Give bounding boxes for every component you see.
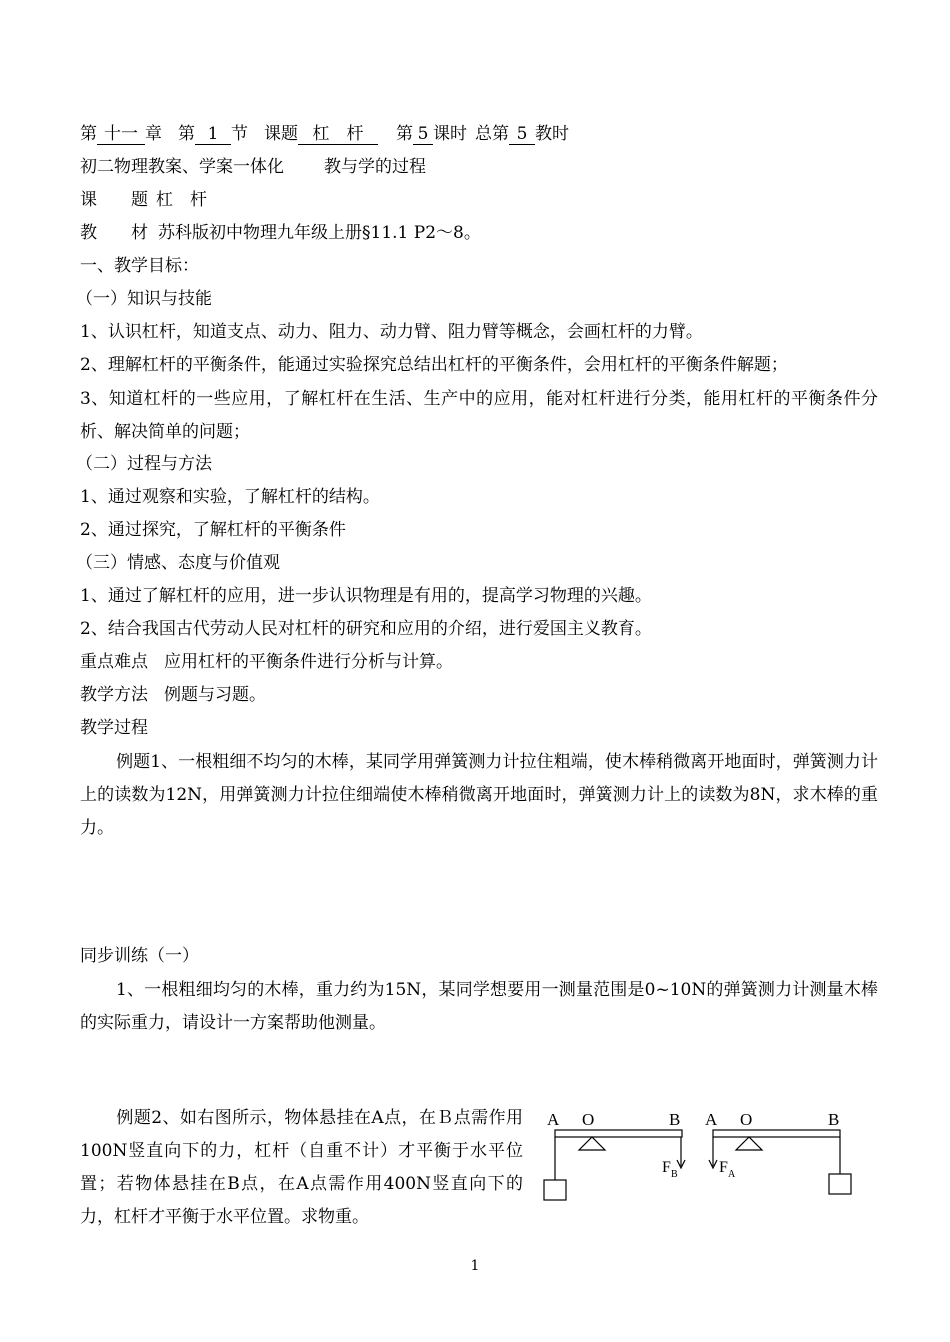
knowledge-item-3: 3、知道杠杆的一些应用，了解杠杆在生活、生产中的应用，能对杠杆进行分类，能用杠杆的平衡条件分析、解决简单的问题； bbox=[80, 389, 878, 442]
method-value: 例题与习题。 bbox=[164, 685, 266, 705]
lever-right-label-o: O bbox=[740, 1110, 753, 1129]
attitude-item-2: 2、结合我国古代劳动人民对杠杆的研究和应用的介绍，进行爱国主义教育。 bbox=[80, 619, 652, 639]
lever-right-fulcrum bbox=[736, 1137, 762, 1150]
lesson-prefix: 第 bbox=[396, 124, 413, 144]
process-item-2: 2、通过探究，了解杠杆的平衡条件 bbox=[80, 520, 346, 540]
lever-right-weight bbox=[829, 1174, 851, 1194]
textbook-row-value: 苏科版初中物理九年级上册§11.1 P2～8。 bbox=[158, 223, 481, 243]
topic-row bbox=[80, 190, 207, 210]
lever-left-label-o: O bbox=[582, 1110, 595, 1129]
example-1 bbox=[80, 746, 878, 845]
attitude-item-1: 1、通过了解杠杆的应用，进一步认识物理是有用的，提高学习物理的兴趣。 bbox=[80, 586, 652, 606]
chapter-prefix: 第 bbox=[80, 124, 97, 144]
knowledge-item-2: 2、理解杠杆的平衡条件，能通过实验探究总结出杠杆的平衡条件，会用杠杆的平衡条件解题； bbox=[80, 355, 788, 375]
lever-left-label-a: A bbox=[547, 1110, 560, 1129]
process-heading: 教学过程 bbox=[80, 718, 148, 738]
lever-left-label-b: B bbox=[669, 1110, 681, 1129]
textbook-row bbox=[80, 223, 481, 243]
topic-row-value: 杠 杆 bbox=[156, 190, 207, 210]
section-prefix: 第 bbox=[178, 124, 195, 144]
key-points-label: 重点难点 bbox=[80, 652, 148, 672]
lesson-number: 5 bbox=[413, 125, 433, 145]
lever-figure bbox=[538, 1102, 868, 1202]
lever-left-beam bbox=[555, 1130, 682, 1137]
topic-value: 杠 杆 bbox=[298, 125, 378, 145]
objectives-sub-attitude: （三）情感、态度与价值观 bbox=[76, 553, 280, 573]
subtitle-left: 初二物理教案、学案一体化 bbox=[80, 157, 284, 177]
key-points-row bbox=[80, 652, 453, 672]
total-prefix: 总第 bbox=[475, 124, 509, 144]
knowledge-item-1: 1、认识杠杆，知道支点、动力、阻力、动力臂、阻力臂等概念，会画杠杆的力臂。 bbox=[80, 322, 703, 342]
objectives-sub-process: （二）过程与方法 bbox=[76, 454, 212, 474]
method-row bbox=[80, 685, 266, 705]
lever-left-fulcrum bbox=[579, 1137, 605, 1150]
lever-left-weight bbox=[544, 1180, 566, 1200]
process-item-1: 1、通过观察和实验，了解杠杆的结构。 bbox=[80, 487, 380, 507]
total-suffix: 教时 bbox=[535, 124, 569, 144]
lever-right-beam bbox=[713, 1130, 840, 1137]
example-2 bbox=[80, 1102, 523, 1234]
lever-right-label-a: A bbox=[705, 1110, 718, 1129]
lever-right-force-label: F bbox=[719, 1159, 728, 1176]
section-suffix: 节 bbox=[231, 124, 248, 144]
lever-right-force-subscript: A bbox=[728, 1169, 736, 1180]
practice-question-1 bbox=[80, 974, 878, 1040]
practice-question-1-text: 1、一根粗细均匀的木棒，重力约为15N，某同学想要用一测量范围是0~10N的弹簧测力计测量木棒的实际重力，请设计一方案帮助他测量。 bbox=[80, 980, 878, 1033]
lever-left-force-subscript: B bbox=[671, 1169, 678, 1180]
topic-label: 课题 bbox=[264, 124, 298, 144]
subtitle-right: 教与学的过程 bbox=[324, 157, 426, 177]
lesson-header bbox=[80, 124, 569, 145]
practice-heading: 同步训练（一） bbox=[80, 946, 199, 966]
subtitle-line bbox=[80, 157, 426, 177]
page-number: 1 bbox=[470, 1258, 480, 1274]
key-points-value: 应用杠杆的平衡条件进行分析与计算。 bbox=[164, 652, 453, 672]
method-label: 教学方法 bbox=[80, 685, 148, 705]
lesson-suffix: 课时 bbox=[433, 124, 467, 144]
chapter-suffix: 章 bbox=[145, 124, 162, 144]
total-number: 5 bbox=[509, 125, 535, 145]
chapter-number: 十一 bbox=[97, 125, 145, 145]
topic-row-label: 课 题 bbox=[80, 190, 148, 210]
lever-right-label-b: B bbox=[828, 1110, 840, 1129]
lever-left-force-label: F bbox=[662, 1159, 671, 1176]
example-1-text: 例题1、一根粗细不均匀的木棒，某同学用弹簧测力计拉住粗端，使木棒稍微离开地面时，弹簧测力计上的读数为12N，用弹簧测力计拉住细端使木棒稍微离开地面时，弹簧测力计上的读数为8N，求木棒的重力。 bbox=[80, 752, 878, 838]
textbook-row-label: 教 材 bbox=[80, 223, 148, 243]
objectives-heading: 一、教学目标： bbox=[80, 256, 199, 276]
section-number: 1 bbox=[195, 125, 231, 145]
objectives-sub-knowledge: （一）知识与技能 bbox=[76, 289, 212, 309]
lever-right bbox=[705, 1110, 851, 1194]
example-2-text: 例题2、如右图所示，物体悬挂在A点，在Ｂ点需作用100N竖直向下的力，杠杆（自重不计）才平衡于水平位置；若物体悬挂在B点，在A点需作用400N竖直向下的力，杠杆才平衡于水平位置。求物重。 bbox=[80, 1108, 523, 1227]
lever-left bbox=[544, 1110, 685, 1200]
